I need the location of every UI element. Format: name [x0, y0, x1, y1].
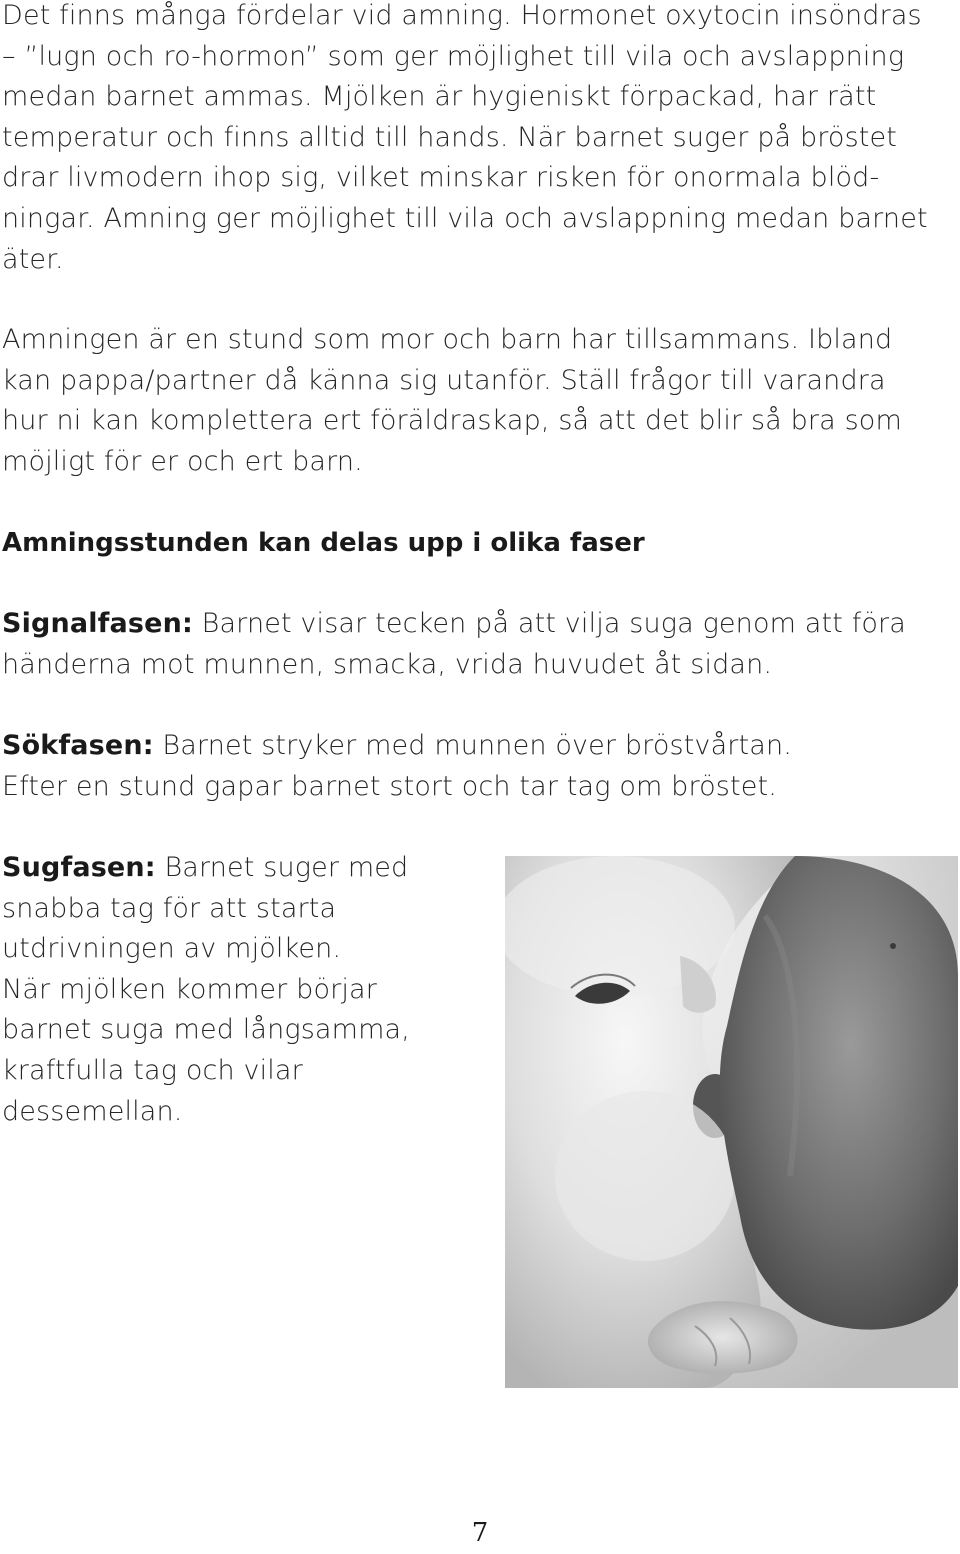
intro-paragraph-2: Amningen är en stund som mor och barn har tillsammans. Ibland kan pappa/partner då känna sig utanför. Ställ frågor till varandra hur ni kan komplettera ert föräldraskap, så att det blir så bra som möjligt för er och ert barn. [2, 324, 902, 477]
phases-heading: Amningsstunden kan delas upp i olika faser [2, 528, 645, 558]
page-number: 7 [471, 1518, 489, 1548]
phase-sug-text: Barnet suger med snabba tag för att starta utdrivningen av mjölken. När mjölken kommer börjar barnet suga med långsamma, kraftfulla tag och vilar dessemellan. [2, 852, 410, 1127]
phase-sok-paragraph [2, 726, 792, 807]
phase-signal-text: Barnet visar tecken på att vilja suga genom att föra händerna mot munnen, smacka, vrida huvudet åt sidan. [2, 608, 906, 680]
phase-signal-label: Signalfasen: [2, 608, 193, 639]
phase-sug-paragraph [2, 848, 410, 1132]
intro-paragraph-1: Det finns många fördelar vid amning. Hormonet oxytocin insöndras – ”lugn och ro-hormon” som ger möjlighet till vila och avslappning medan barnet ammas. Mjölken är hygieniskt förpackad, har rätt temperatur och finns alltid till hands. När barnet suger på bröstet drar livmodern ihop sig, vilket minskar risken för onormala blöd- ningar. Amning ger möjlighet till vila och avslappning medan barnet äter. [2, 0, 928, 275]
phase-signal-paragraph [2, 604, 906, 685]
breastfeeding-photo [505, 856, 958, 1388]
breastfeeding-photo-illustration [505, 856, 958, 1388]
phase-sok-text: Barnet stryker med munnen över bröstvårtan. Efter en stund gapar barnet stort och tar tag om bröstet. [2, 730, 792, 802]
phase-sug-label: Sugfasen: [2, 852, 156, 883]
phase-sok-label: Sökfasen: [2, 730, 154, 761]
